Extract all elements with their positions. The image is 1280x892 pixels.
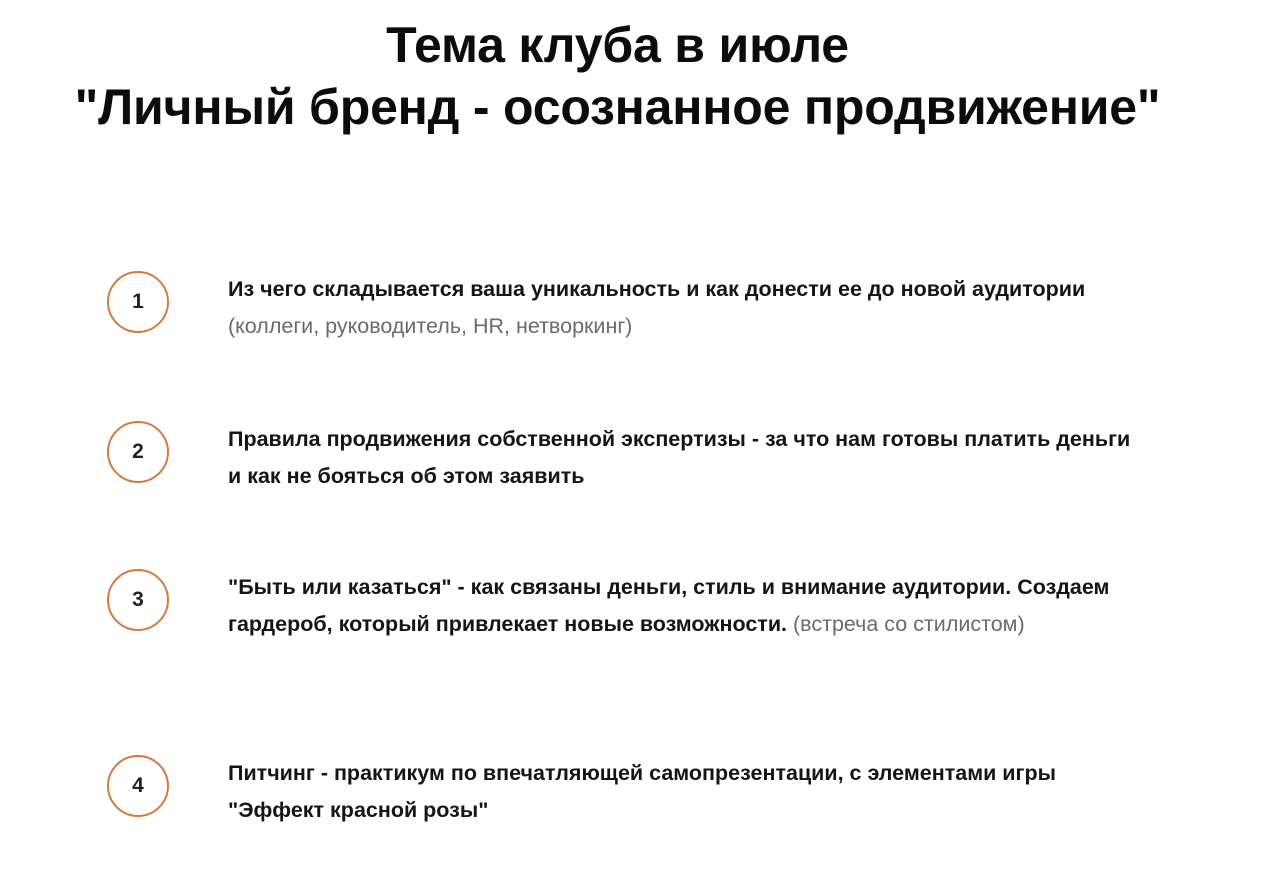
page-title: [0, 14, 1235, 138]
agenda-item-text: [228, 271, 1148, 345]
agenda-item-title: Правила продвижения собственной экспертизы - за что нам готовы платить деньги и как не бояться об этом заявить: [228, 427, 1131, 488]
page-title-line-2: "Личный бренд - осознанное продвижение": [74, 79, 1161, 135]
number-badge: 3: [107, 569, 169, 631]
agenda-item-text: [228, 569, 1148, 643]
agenda-item-title: Из чего складывается ваша уникальность и как донести ее до новой аудитории: [228, 277, 1086, 301]
agenda-item-title: Питчинг - практикум по впечатляющей самопрезентации, с элементами игры "Эффект красной розы": [228, 761, 1056, 822]
number-badge: 1: [107, 271, 169, 333]
agenda-item-title: "Быть или казаться" - как связаны деньги, стиль и внимание аудитории. Создаем гардероб, который привлекает новые возможности.: [228, 575, 1110, 636]
agenda-item-note: (коллеги, руководитель, HR, нетворкинг): [228, 314, 633, 338]
agenda-item-note: (встреча со стилистом): [787, 612, 1025, 636]
number-badge: 2: [107, 421, 169, 483]
agenda-item-text: [228, 421, 1148, 495]
number-badge: 4: [107, 755, 169, 817]
page-title-line-1: Тема клуба в июле: [386, 17, 849, 73]
agenda-item-text: [228, 755, 1148, 829]
